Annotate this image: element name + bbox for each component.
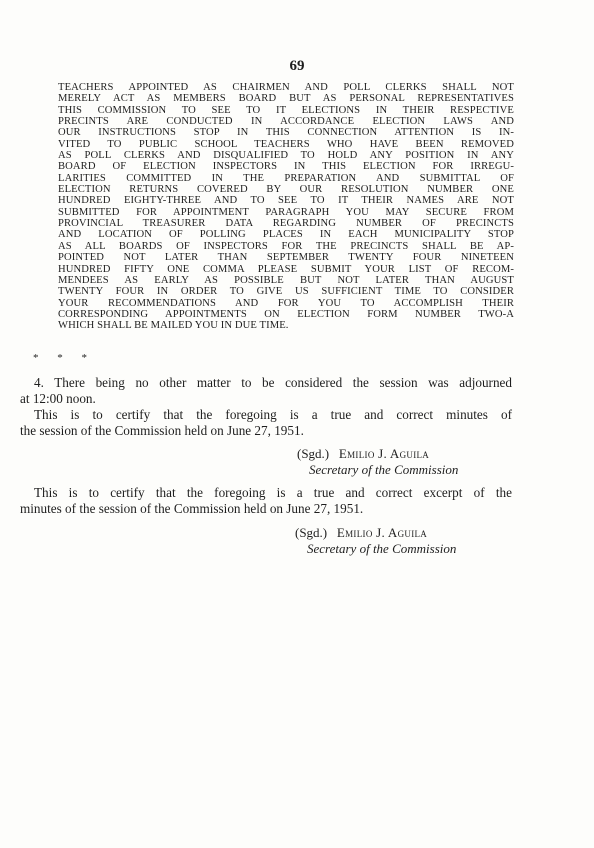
telegram-line: OUR INSTRUCTIONS STOP IN THIS CONNECTION ATTENTION IS IN- bbox=[58, 127, 514, 139]
telegram-line: ELECTION RETURNS COVERED BY OUR RESOLUTION NUMBER ONE bbox=[58, 184, 514, 196]
paragraph-line: 4. There being no other matter to be considered the session was adjourned bbox=[34, 375, 512, 390]
paragraph-line: at 12:00 noon. bbox=[20, 390, 96, 406]
signed-marker: (Sgd.) bbox=[295, 525, 328, 540]
telegram-line: TEACHERS APPOINTED AS CHAIRMEN AND POLL CLERKS SHALL NOT bbox=[58, 82, 514, 93]
signatory-title: Secretary of the Commission bbox=[309, 462, 459, 477]
telegram-line: YOUR RECOMMENDATIONS AND FOR YOU TO ACCOMPLISH THEIR bbox=[58, 297, 514, 309]
telegram-line: VITED TO PUBLIC SCHOOL TEACHERS WHO HAVE BEEN REMOVED bbox=[58, 138, 514, 150]
telegram-line: AND LOCATION OF POLLING PLACES IN EACH MUNICIPALITY STOP bbox=[58, 229, 514, 241]
telegram-line: TWENTY FOUR IN ORDER TO GIVE US SUFFICIENT TIME TO CONSIDER bbox=[58, 286, 514, 298]
signature-block-2 bbox=[295, 525, 456, 557]
page-number: 69 bbox=[289, 58, 305, 74]
telegram-line: AS POLL CLERKS AND DISQUALIFIED TO HOLD ANY POSITION IN ANY bbox=[58, 150, 514, 162]
paragraph-line: minutes of the session of the Commission held on June 27, 1951. bbox=[20, 500, 364, 516]
adjournment-paragraph bbox=[20, 375, 512, 406]
telegram-line: PRECINTS ARE CONDUCTED IN ACCORDANCE ELECTION LAWS AND bbox=[58, 116, 514, 128]
paragraph-line: the session of the Commission held on June 27, 1951. bbox=[20, 422, 304, 438]
certification-paragraph-2 bbox=[20, 485, 512, 516]
telegram-line: MERELY ACT AS MEMBERS BOARD BUT AS PERSONAL REPRESENTATIVES bbox=[58, 93, 514, 105]
signed-marker: (Sgd.) bbox=[297, 446, 330, 461]
telegram-line: POINTED NOT LATER THAN SEPTEMBER TWENTY FOUR NINETEEN bbox=[58, 252, 514, 264]
signatory-name: Emilio J. Aguila bbox=[338, 446, 430, 461]
telegram-text-block bbox=[58, 82, 514, 332]
telegram-line: CORRESPONDING APPOINTMENTS ON ELECTION FORM NUMBER TWO-A bbox=[58, 308, 514, 320]
telegram-line: PROVINCIAL TREASURER DATA REGARDING NUMBER OF PRECINCTS bbox=[58, 218, 514, 230]
telegram-line: LARITIES COMMITTED IN THE PREPARATION AND SUBMITTAL OF bbox=[58, 172, 514, 184]
certification-paragraph-1 bbox=[20, 407, 512, 438]
telegram-line: SUBMITTED FOR APPOINTMENT PARAGRAPH YOU MAY SECURE FROM bbox=[58, 206, 514, 218]
telegram-line: WHICH SHALL BE MAILED YOU IN DUE TIME. bbox=[58, 320, 289, 332]
omission-asterisks: * * * bbox=[33, 352, 95, 364]
telegram-line: MENDEES AS EARLY AS POSSIBLE BUT NOT LATER THAN AUGUST bbox=[58, 274, 514, 286]
signature-block-1 bbox=[297, 446, 458, 478]
telegram-line: HUNDRED EIGHTY-THREE AND TO SEE TO IT THEIR NAMES ARE NOT bbox=[58, 195, 514, 207]
paragraph-line: This is to certify that the foregoing is a true and correct excerpt of the bbox=[34, 485, 512, 500]
paragraph-line: This is to certify that the foregoing is a true and correct minutes of bbox=[34, 407, 512, 422]
signatory-name: Emilio J. Aguila bbox=[336, 525, 428, 540]
telegram-line: AS ALL BOARDS OF INSPECTORS FOR THE PRECINCTS SHALL BE AP- bbox=[58, 240, 514, 252]
telegram-line: HUNDRED FIFTY ONE COMMA PLEASE SUBMIT YOUR LIST OF RECOM- bbox=[58, 263, 514, 275]
telegram-line: BOARD OF ELECTION INSPECTORS IN THIS ELECTION FOR IRREGU- bbox=[58, 161, 514, 173]
telegram-line: THIS COMMISSION TO SEE TO IT ELECTIONS IN THEIR RESPECTIVE bbox=[58, 104, 514, 116]
signatory-title: Secretary of the Commission bbox=[307, 541, 457, 556]
